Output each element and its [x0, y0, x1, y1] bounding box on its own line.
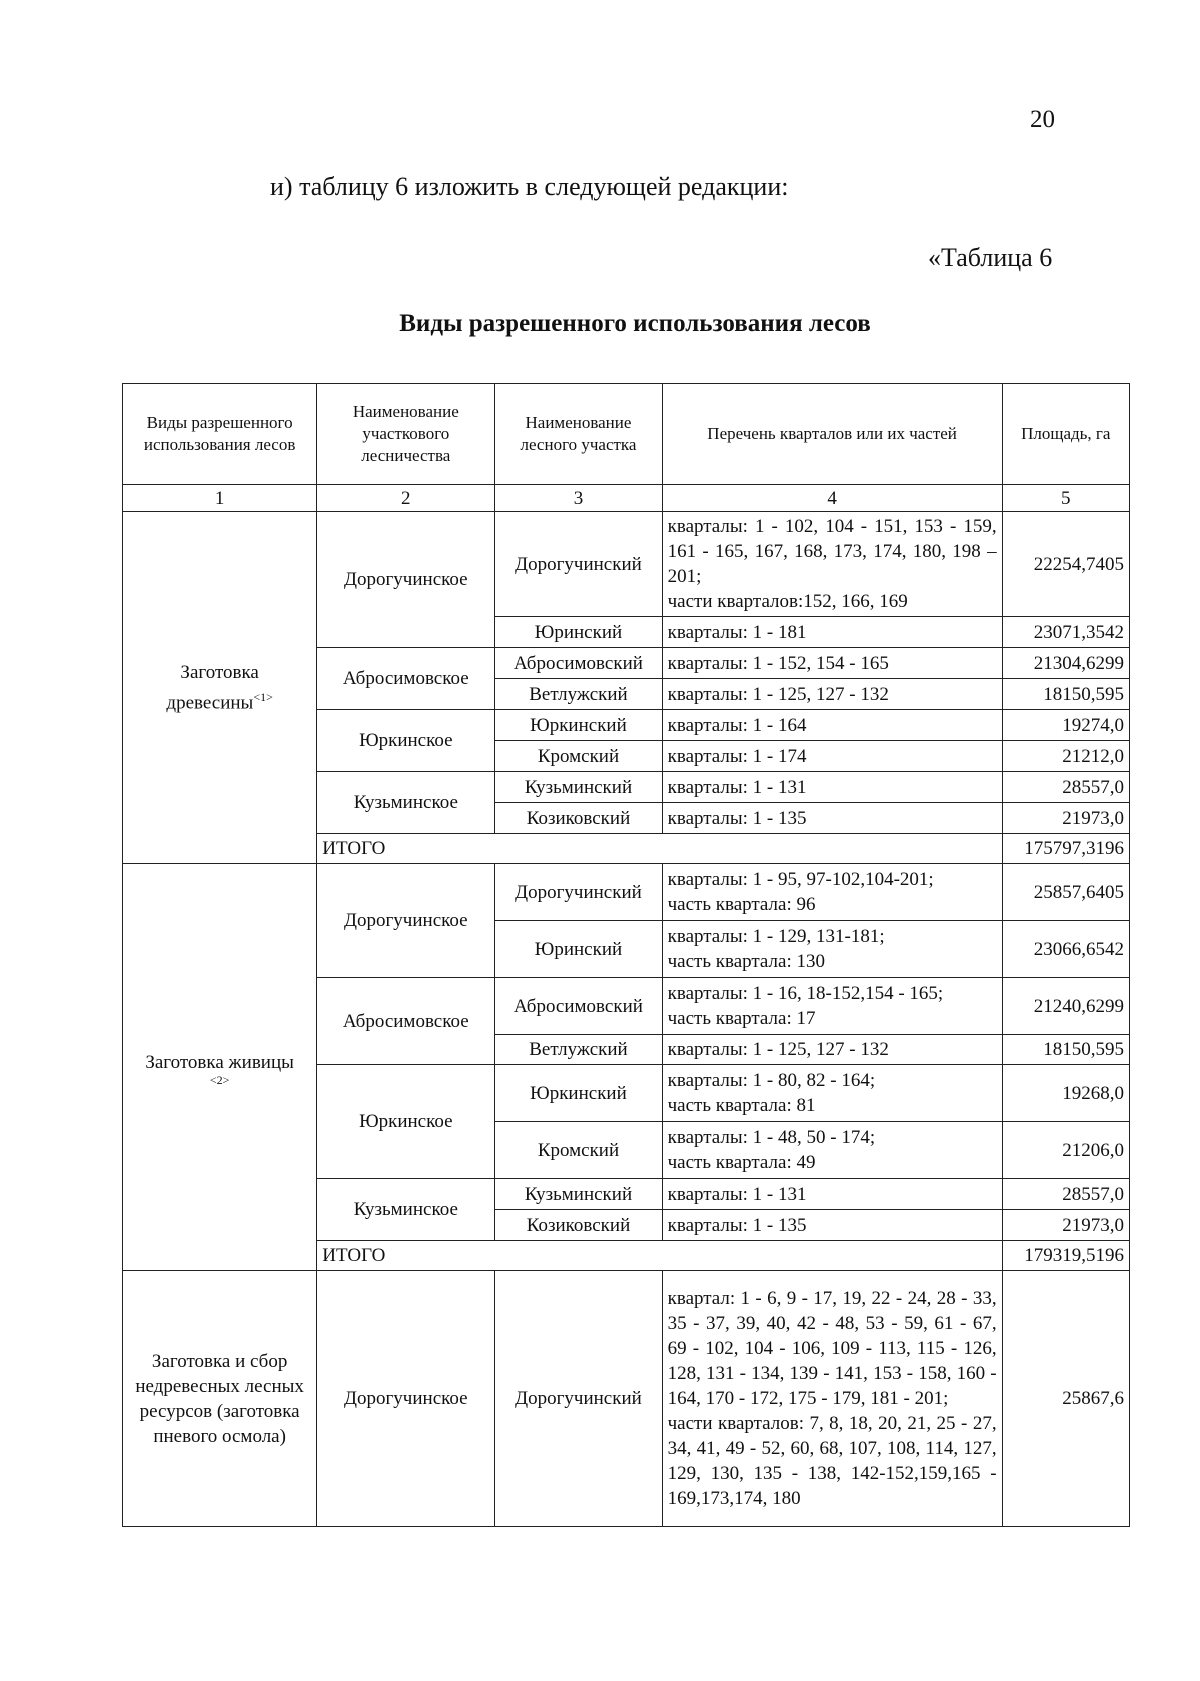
use-type-cell	[123, 864, 317, 1271]
area-cell: 28557,0	[1002, 772, 1129, 803]
column-number: 5	[1002, 485, 1129, 512]
forestry-cell: Кузьминское	[317, 772, 495, 834]
area-cell: 18150,595	[1002, 679, 1129, 710]
quarters-parts: часть квартала: 17	[667, 1008, 816, 1029]
plot-cell: Дорогучинский	[495, 1271, 662, 1527]
quarters-parts: часть квартала: 81	[667, 1095, 816, 1116]
intro-text: и) таблицу 6 изложить в следующей редакции:	[270, 172, 789, 201]
plot-cell: Абросимовский	[495, 648, 662, 679]
quarters-cell: кварталы: 1 - 125, 127 - 132	[662, 679, 1002, 710]
quarters-list: кварталы: 1 - 48, 50 - 174;	[667, 1127, 876, 1148]
table-title: Виды разрешенного использования лесов	[399, 310, 871, 337]
page-number: 20	[1030, 106, 1055, 133]
forestry-cell: Абросимовское	[317, 978, 495, 1065]
area-cell: 21304,6299	[1002, 648, 1129, 679]
plot-cell: Юркинский	[495, 710, 662, 741]
quarters-list: кварталы: 1 - 80, 82 - 164;	[667, 1070, 876, 1091]
quarters-cell	[662, 864, 1002, 921]
area-cell: 19274,0	[1002, 710, 1129, 741]
area-cell: 21240,6299	[1002, 978, 1129, 1035]
plot-cell: Юркинский	[495, 1065, 662, 1122]
plot-cell: Козиковский	[495, 803, 662, 834]
quarters-list: кварталы: 1 - 102, 104 - 151, 153 - 159, 161 - 165, 167, 168, 173, 174, 180, 198 – 201;	[667, 516, 997, 587]
quarters-list: кварталы: 1 - 95, 97-102,104-201;	[667, 869, 934, 890]
plot-cell: Кромский	[495, 1122, 662, 1179]
forest-use-table	[122, 383, 1130, 1527]
forestry-cell: Юркинское	[317, 710, 495, 772]
use-type-cell: Заготовка и сбор недревесных лесных ресурсов (заготовка пневого осмола)	[123, 1271, 317, 1527]
total-label: ИТОГО	[317, 1241, 1002, 1271]
column-number: 1	[123, 485, 317, 512]
plot-cell: Кромский	[495, 741, 662, 772]
total-area: 179319,5196	[1002, 1241, 1129, 1271]
quarters-parts: часть квартала: 96	[667, 894, 816, 915]
quarters-cell: кварталы: 1 - 152, 154 - 165	[662, 648, 1002, 679]
header-quarters: Перечень кварталов или их частей	[662, 384, 1002, 485]
area-cell: 19268,0	[1002, 1065, 1129, 1122]
header-plot: Наименование лесного участка	[495, 384, 662, 485]
area-cell: 23066,6542	[1002, 921, 1129, 978]
area-cell: 21206,0	[1002, 1122, 1129, 1179]
quarters-cell	[662, 978, 1002, 1035]
area-cell: 21973,0	[1002, 1210, 1129, 1241]
quarters-list: кварталы: 1 - 16, 18-152,154 - 165;	[667, 983, 944, 1004]
quarters-cell: кварталы: 1 - 135	[662, 1210, 1002, 1241]
table-label: «Таблица 6	[928, 243, 1053, 272]
quarters-cell	[662, 1271, 1002, 1527]
plot-cell: Козиковский	[495, 1210, 662, 1241]
quarters-parts: часть квартала: 130	[667, 951, 825, 972]
quarters-cell: кварталы: 1 - 181	[662, 617, 1002, 648]
column-number: 4	[662, 485, 1002, 512]
area-cell: 18150,595	[1002, 1035, 1129, 1065]
quarters-cell	[662, 1065, 1002, 1122]
forestry-cell: Дорогучинское	[317, 1271, 495, 1527]
area-cell: 21973,0	[1002, 803, 1129, 834]
quarters-cell: кварталы: 1 - 125, 127 - 132	[662, 1035, 1002, 1065]
use-type-cell	[123, 512, 317, 864]
plot-cell: Юринский	[495, 921, 662, 978]
header-use-type: Виды разрешенного использования лесов	[123, 384, 317, 485]
forestry-cell: Юркинское	[317, 1065, 495, 1179]
forestry-cell: Абросимовское	[317, 648, 495, 710]
quarters-parts: часть квартала: 49	[667, 1152, 816, 1173]
plot-cell: Кузьминский	[495, 772, 662, 803]
plot-cell: Ветлужский	[495, 679, 662, 710]
footnote-marker: <2>	[209, 1072, 230, 1087]
quarters-parts: части кварталов:152, 166, 169	[667, 591, 908, 612]
use-type-label: Заготовка живицы	[145, 1051, 294, 1073]
plot-cell: Ветлужский	[495, 1035, 662, 1065]
quarters-cell: кварталы: 1 - 131	[662, 1179, 1002, 1210]
quarters-cell	[662, 921, 1002, 978]
plot-cell: Абросимовский	[495, 978, 662, 1035]
plot-cell: Дорогучинский	[495, 864, 662, 921]
quarters-cell	[662, 1122, 1002, 1179]
plot-cell: Кузьминский	[495, 1179, 662, 1210]
quarters-cell	[662, 512, 1002, 617]
total-area: 175797,3196	[1002, 834, 1129, 864]
plot-cell: Дорогучинский	[495, 512, 662, 617]
footnote-marker: <1>	[253, 689, 273, 704]
use-type-label: Заготовка древесины	[166, 661, 259, 714]
quarters-cell: кварталы: 1 - 164	[662, 710, 1002, 741]
area-cell: 28557,0	[1002, 1179, 1129, 1210]
forestry-cell: Кузьминское	[317, 1179, 495, 1241]
area-cell: 25867,6	[1002, 1271, 1129, 1527]
area-cell: 23071,3542	[1002, 617, 1129, 648]
area-cell: 25857,6405	[1002, 864, 1129, 921]
quarters-cell: кварталы: 1 - 135	[662, 803, 1002, 834]
column-number: 3	[495, 485, 662, 512]
plot-cell: Юринский	[495, 617, 662, 648]
area-cell: 21212,0	[1002, 741, 1129, 772]
header-area: Площадь, га	[1002, 384, 1129, 485]
forestry-cell: Дорогучинское	[317, 512, 495, 648]
quarters-list: квартал: 1 - 6, 9 - 17, 19, 22 - 24, 28 - 33, 35 - 37, 39, 40, 42 - 48, 53 - 59, 61 - 67, 69 - 102, 104 - 106, 109 - 113, 115 - 126, 128, 131 - 134, 139 - 141, 153 - 158, 160 - 164, 170 - 172, 175 - 179, 181 - 201;	[667, 1288, 997, 1409]
area-cell: 22254,7405	[1002, 512, 1129, 617]
quarters-parts: части кварталов: 7, 8, 18, 20, 21, 25 - 27, 34, 41, 49 - 52, 60, 68, 107, 108, 114, 127, 129, 130, 135 - 138, 142-152,159,165 - 169,173,174, 180	[667, 1413, 997, 1509]
quarters-cell: кварталы: 1 - 174	[662, 741, 1002, 772]
quarters-cell: кварталы: 1 - 131	[662, 772, 1002, 803]
quarters-list: кварталы: 1 - 129, 131-181;	[667, 926, 885, 947]
forestry-cell: Дорогучинское	[317, 864, 495, 978]
header-forestry: Наименование участкового лесничества	[317, 384, 495, 485]
column-number: 2	[317, 485, 495, 512]
total-label: ИТОГО	[317, 834, 1002, 864]
